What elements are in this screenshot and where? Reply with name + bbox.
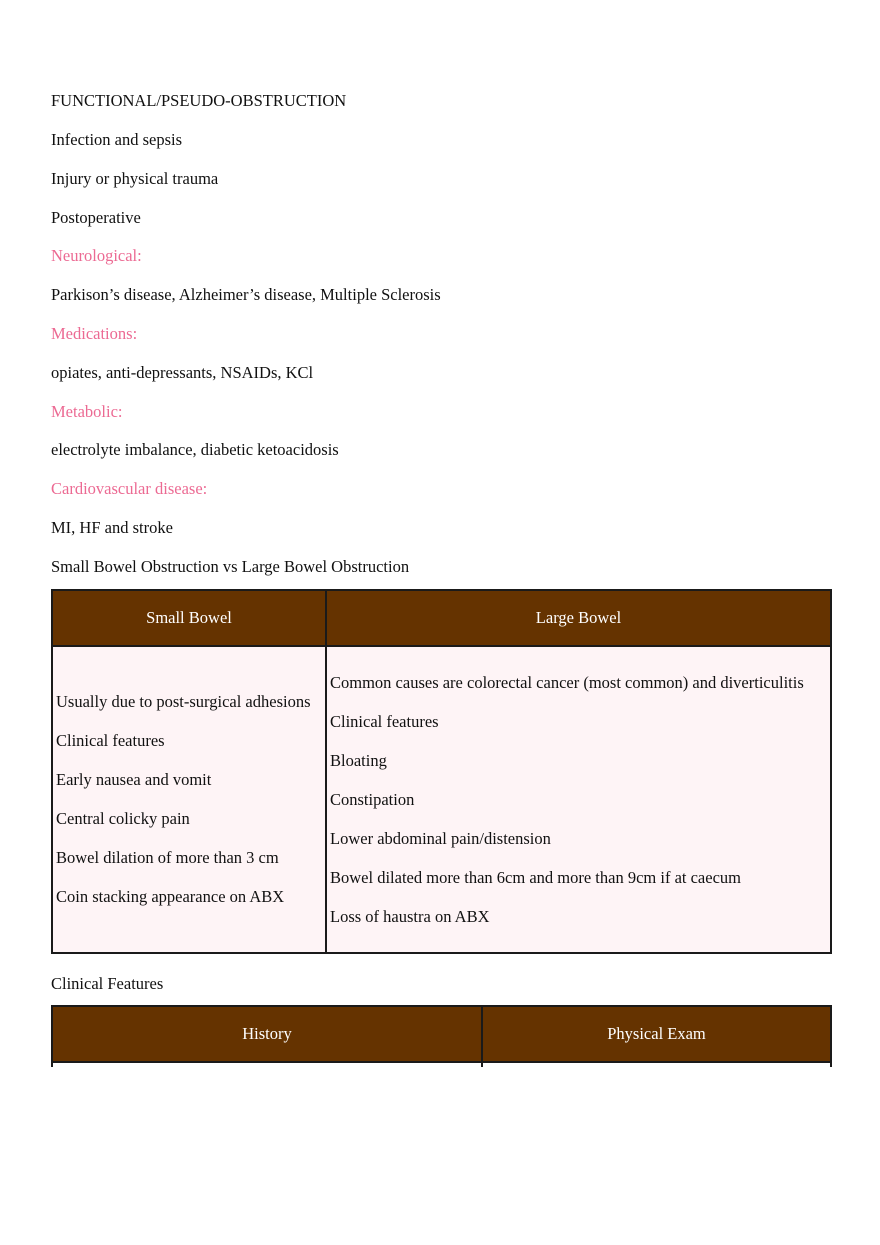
header-large-bowel: Large Bowel [326, 590, 831, 646]
metabolic-list: electrolyte imbalance, diabetic ketoacidosis [51, 440, 339, 459]
cause-infection: Infection and sepsis [51, 130, 183, 149]
small-bowel-cell [52, 646, 326, 953]
label-medications: Medications: [51, 324, 138, 343]
cause-injury: Injury or physical trauma [51, 169, 219, 188]
large-bowel-cell [326, 646, 831, 953]
label-neurological: Neurological: [51, 246, 142, 265]
table-cell [482, 1062, 831, 1067]
bowel-comparison-table [51, 589, 832, 954]
header-small-bowel: Small Bowel [52, 590, 326, 646]
large-bowel-feature: Constipation [330, 789, 415, 809]
large-bowel-feature: Loss of haustra on ABX [330, 906, 490, 926]
clinical-features-table [51, 1005, 832, 1067]
table-header-row [52, 590, 831, 646]
small-bowel-feature: Bowel dilation of more than 3 cm [56, 848, 279, 867]
cardiovascular-list: MI, HF and stroke [51, 518, 173, 537]
large-bowel-feature: Bowel dilated more than 6cm and more than 9cm if at caecum [330, 867, 741, 887]
large-bowel-features-label: Clinical features [330, 711, 439, 731]
large-bowel-cause: Common causes are colorectal cancer (most common) and diverticulitis [330, 672, 804, 692]
small-bowel-feature: Central colicky pain [56, 809, 190, 828]
small-bowel-feature: Coin stacking appearance on ABX [56, 887, 285, 906]
header-physical-exam: Physical Exam [482, 1006, 831, 1062]
heading-functional-obstruction: FUNCTIONAL/PSEUDO-OBSTRUCTION [51, 91, 347, 110]
header-history: History [52, 1006, 482, 1062]
large-bowel-feature: Lower abdominal pain/distension [330, 828, 551, 848]
neurological-list: Parkison’s disease, Alzheimer’s disease, Multiple Sclerosis [51, 285, 441, 304]
small-bowel-feature: Early nausea and vomit [56, 770, 212, 789]
table-row [52, 646, 831, 953]
label-cardiovascular: Cardiovascular disease: [51, 479, 208, 498]
comparison-heading: Small Bowel Obstruction vs Large Bowel Obstruction [51, 557, 410, 576]
table-cell [52, 1062, 482, 1067]
small-bowel-features-label: Clinical features [56, 731, 165, 750]
table-row [52, 1062, 831, 1067]
table-header-row [52, 1006, 831, 1062]
large-bowel-feature: Bloating [330, 750, 387, 770]
medications-list: opiates, anti-depressants, NSAIDs, KCl [51, 363, 314, 382]
clinical-features-heading: Clinical Features [51, 974, 164, 993]
label-metabolic: Metabolic: [51, 402, 123, 421]
small-bowel-cause: Usually due to post-surgical adhesions [56, 692, 311, 711]
cause-postoperative: Postoperative [51, 208, 141, 227]
